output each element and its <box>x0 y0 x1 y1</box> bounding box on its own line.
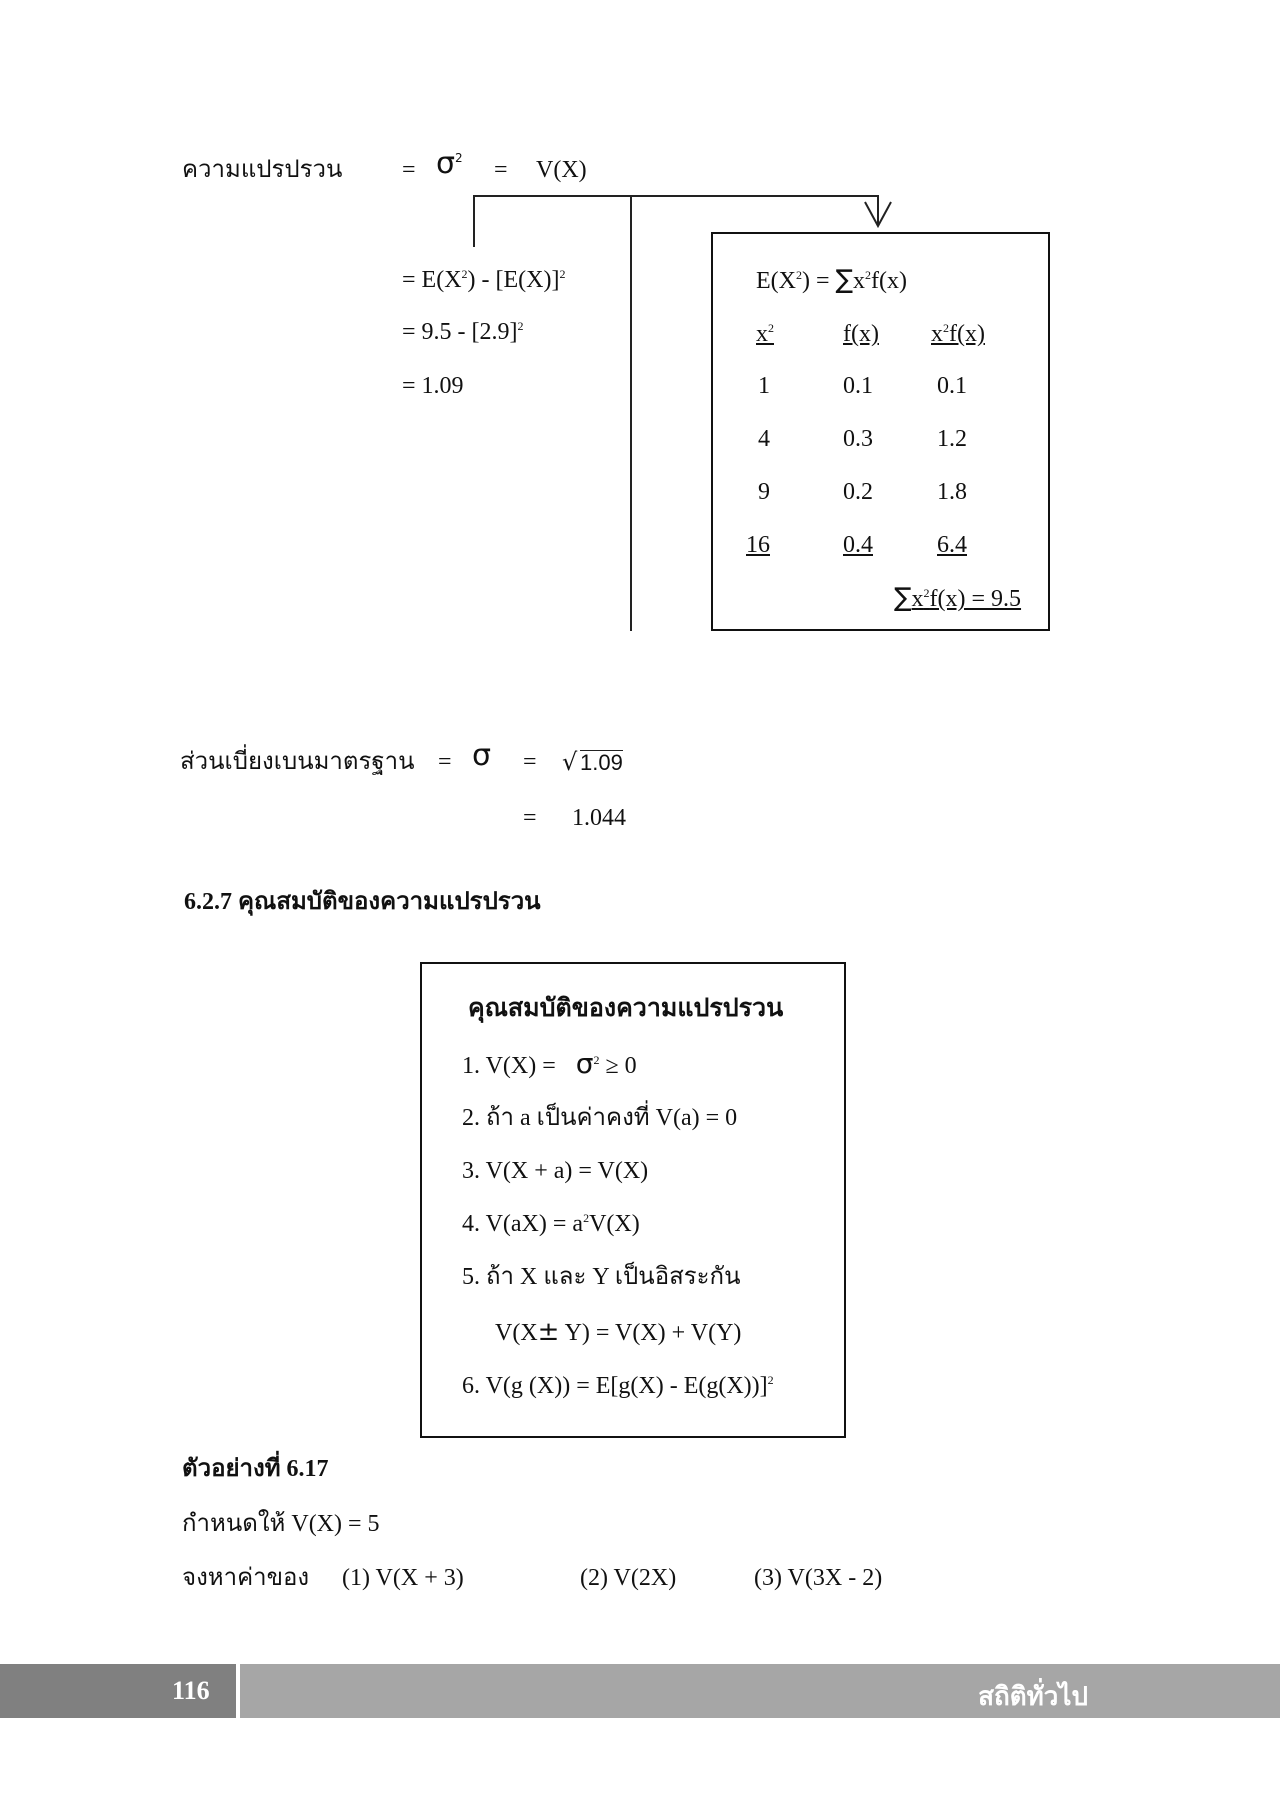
stddev-result: 1.044 <box>572 805 626 831</box>
equals-sign: = <box>494 157 508 183</box>
table-cell: 0.2 <box>843 479 873 505</box>
properties-box <box>420 962 846 1438</box>
table-cell: 4 <box>758 426 770 452</box>
property-4: 4. $V(aX) = a^2V(X)$ <box>462 1211 640 1237</box>
table-cell: 9 <box>758 479 770 505</box>
sigma-symbol: $\sigma^2$ <box>436 146 463 181</box>
section-heading: 6.2.7 คุณสมบัติของความแปรปรวน <box>184 889 541 915</box>
equals-sign: = <box>402 157 416 183</box>
property-1: 1. $V(X) = \sigma^2 \ge 0$ <box>462 1047 637 1080</box>
example-question-3: (3) V(3X - 2) <box>754 1565 883 1591</box>
column-header-x2fx: $x^2f(x)$ <box>931 321 985 347</box>
example-find-label: จงหาค่าของ <box>182 1565 310 1591</box>
sum-total: $\sum x^2f(x) = 9.5$ <box>894 583 1022 613</box>
book-title: สถิติทั่วไป <box>978 1682 1088 1712</box>
ex2-formula: $E(X^2) = \sum x^2f(x)$ <box>756 265 908 295</box>
stddev-label: ส่วนเบี่ยงเบนมาตรฐาน <box>180 749 415 775</box>
variance-label: ความแปรปรวน <box>182 157 343 183</box>
vx-symbol: V(X) <box>536 157 587 183</box>
property-3: 3. V(X + a) = V(X) <box>462 1158 649 1184</box>
equals-sign: = <box>523 749 537 775</box>
table-cell: 16 <box>746 532 770 558</box>
property-6: 6. V(g (X)) = E[g(X) - E(g(X))]$^2$ <box>462 1373 774 1399</box>
property-5-formula: V(X± Y) = V(X) + V(Y) <box>495 1317 742 1347</box>
equals-sign: = <box>523 805 537 831</box>
example-title: ตัวอย่างที่ 6.17 <box>182 1456 329 1482</box>
properties-title: คุณสมบัติของความแปรปรวน <box>468 995 784 1022</box>
table-cell: 0.1 <box>937 373 967 399</box>
table-cell: 1.8 <box>937 479 967 505</box>
variance-step-2: = $9.5 - [2.9]^2$ <box>402 319 524 345</box>
variance-step-1: = $E(X^2) - [E(X)]^2$ <box>402 267 566 293</box>
column-header-x2: $x^2$ <box>756 321 774 347</box>
table-cell: 6.4 <box>937 532 967 558</box>
example-question-1: (1) V(X + 3) <box>342 1565 464 1591</box>
page-number: 116 <box>172 1676 210 1705</box>
page-footer <box>0 1664 1280 1718</box>
table-cell: 0.1 <box>843 373 873 399</box>
table-cell: 1 <box>758 373 770 399</box>
footer-page-block <box>0 1664 236 1718</box>
column-header-fx: f(x) <box>843 321 879 347</box>
bracket-top-horizontal <box>473 195 879 197</box>
example-given: กำหนดให้ V(X) = 5 <box>182 1511 380 1537</box>
sigma-symbol: σ <box>472 738 492 773</box>
table-cell: 0.4 <box>843 532 873 558</box>
property-5: 5. ถ้า X และ Y เป็นอิสระกัน <box>462 1264 741 1290</box>
example-question-2: (2) V(2X) <box>580 1565 677 1591</box>
down-arrow-icon <box>862 200 894 230</box>
bracket-middle-vertical <box>630 195 632 631</box>
square-root-icon: √ <box>562 748 578 776</box>
radicand: 1.09 <box>580 750 623 775</box>
footer-title-block <box>240 1664 1280 1718</box>
table-cell: 0.3 <box>843 426 873 452</box>
equals-sign: = <box>438 749 452 775</box>
variance-step-3: = 1.09 <box>402 373 464 399</box>
property-2: 2. ถ้า a เป็นค่าคงที่ V(a) = 0 <box>462 1105 738 1131</box>
table-cell: 1.2 <box>937 426 967 452</box>
bracket-left-vertical <box>473 195 475 247</box>
